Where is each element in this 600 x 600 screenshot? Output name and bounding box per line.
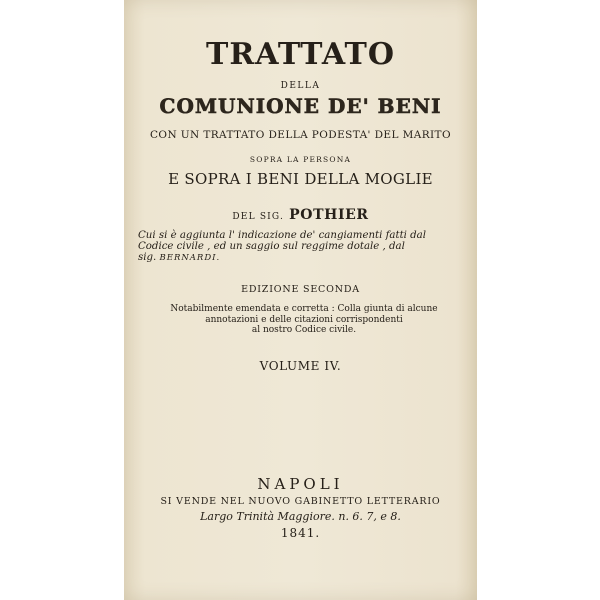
author-line: [124, 206, 477, 222]
additions-line-3-name: BERNARDI.: [159, 253, 221, 263]
edition-note-line-1: Notabilmente emendata e corretta : Colla giunta di alcune: [170, 304, 438, 314]
imprint-address: Largo Trinità Maggiore. n. 6. 7, e 8.: [200, 510, 401, 523]
additions-line-1: Cui si è aggiunta l' indicazione de' cangiamenti fatti dal: [138, 230, 427, 241]
imprint-seller: SI VENDE NEL NUOVO GABINETTO LETTERARIO: [160, 496, 441, 507]
author-prefix: DEL SIG.: [232, 212, 285, 222]
edition-note: [154, 304, 454, 336]
additions-paragraph: [138, 230, 463, 264]
additions-line-3-prefix: sig.: [138, 252, 157, 263]
imprint-year: 1841.: [280, 526, 321, 540]
additions-line-2: Codice civile , ed un saggio sul reggime dotale , dal: [138, 241, 405, 252]
sopra-i-beni-line: E SOPRA I BENI DELLA MOGLIE: [168, 170, 433, 188]
subject-line: COMUNIONE DE' BENI: [159, 94, 442, 118]
book-title: TRATTATO: [206, 37, 395, 72]
additions-line-3: [138, 252, 463, 264]
subtitle-line: CON UN TRATTATO DELLA PODESTA' DEL MARITO: [150, 129, 451, 141]
volume-line: VOLUME IV.: [259, 359, 342, 373]
edition-note-line-2: annotazioni e delle citazioni corrispondenti: [205, 314, 403, 325]
author-name: POTHIER: [289, 207, 369, 223]
imprint-city: NAPOLI: [257, 475, 344, 493]
title-page: [124, 0, 477, 600]
edition-line: EDIZIONE SECONDA: [241, 284, 360, 295]
sopra-la-persona-line: SOPRA LA PERSONA: [249, 155, 352, 164]
edition-note-line-3: al nostro Codice civile.: [251, 325, 357, 335]
della-line: DELLA: [280, 81, 321, 91]
